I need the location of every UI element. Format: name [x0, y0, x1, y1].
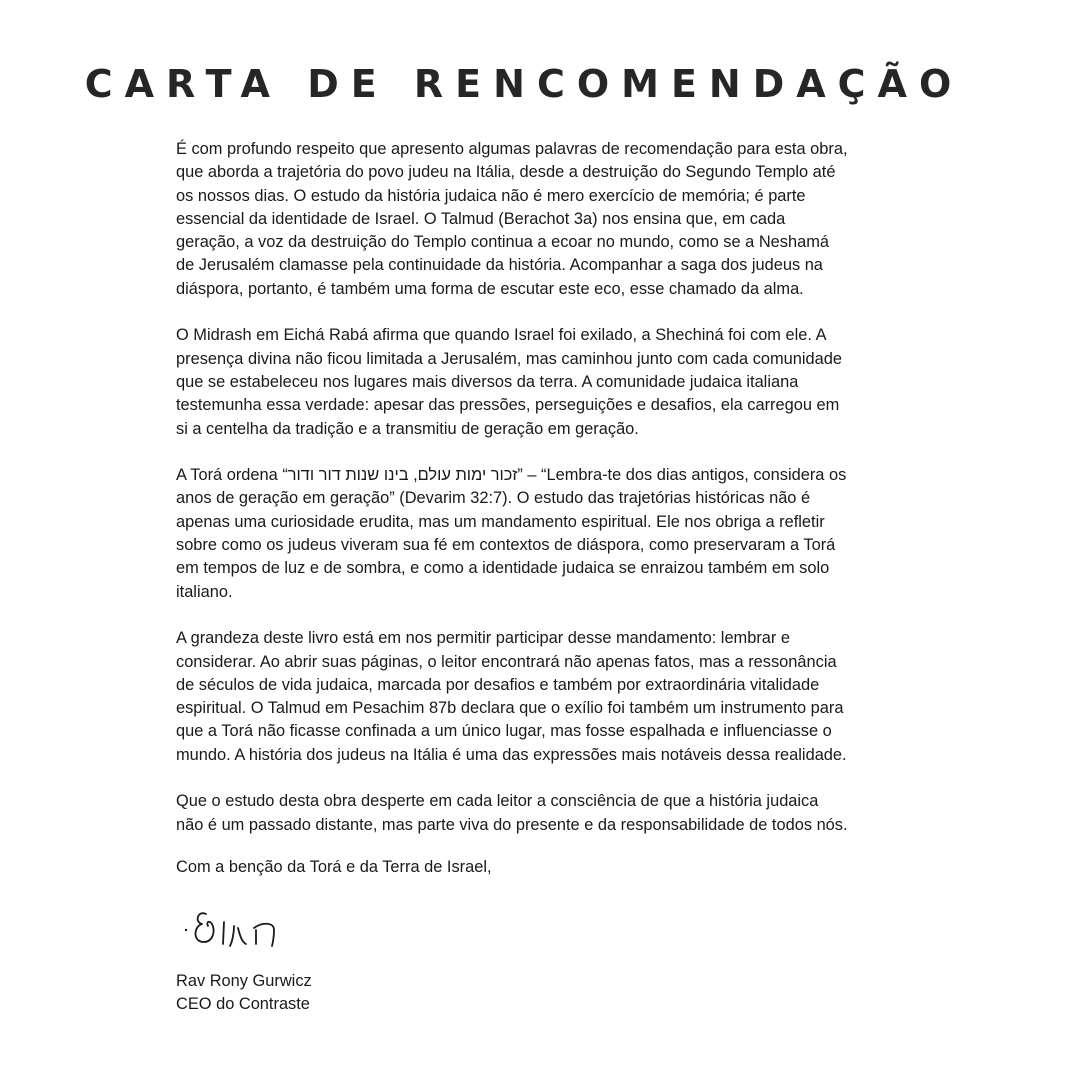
- paragraph-5: Que o estudo desta obra desperte em cada leitor a consciência de que a história judaica não é um passado distante, mas parte viva do presente e da responsabilidade de todos nós.: [176, 792, 848, 834]
- signer-name: Rav Rony Gurwicz: [176, 972, 312, 990]
- paragraph-4: A grandeza deste livro está em nos permitir participar desse mandamento: lembrar e considerar. Ao abrir suas páginas, o leitor encontrará não apenas fatos, mas a ressonância de séculos de vida judaica, marcada por desafios e também por extraordinária vitalidade espiritual. O Talmud em Pesachim 87b declara que o exílio foi também um instrumento para que a Torá não ficasse confinada a um único lugar, mas fosse espalhada e influenciasse o mundo. A história dos judeus na Itália é uma das expressões mais notáveis dessa realidade.: [176, 629, 847, 764]
- letter-body: [176, 138, 906, 860]
- closing-line: Com a benção da Torá e da Terra de Israel,: [176, 858, 492, 876]
- handwritten-signature-icon: [176, 902, 286, 958]
- signer-role: CEO do Contraste: [176, 995, 310, 1013]
- paragraph-1: É com profundo respeito que apresento algumas palavras de recomendação para esta obra, que aborda a trajetória do povo judeu na Itália, desde a destruição do Segundo Templo até os nossos dias. O estudo da história judaica não é mero exercício de memória; é parte essencial da identidade de Israel. O Talmud (Berachot 3a) nos ensina que, em cada geração, a voz da destruição do Templo continua a ecoar no mundo, como se a Neshamá de Jerusalém clamasse pela continuidade da história. Acompanhar a saga dos judeus na diáspora, portanto, é também uma forma de escutar este eco, esse chamado da alma.: [176, 140, 848, 298]
- paragraph-2: O Midrash em Eichá Rabá afirma que quando Israel foi exilado, a Shechiná foi com ele. A presença divina não ficou limitada a Jerusalém, mas caminhou junto com cada comunidade que se estabeleceu nos lugares mais diversos da terra. A comunidade judaica italiana testemunha essa verdade: apesar das pressões, perseguições e desafios, ela carregou em si a centelha da tradição e a transmitiu de geração em geração.: [176, 326, 843, 438]
- letter-title: CARTA DE RENCOMENDAÇÃO: [84, 62, 964, 106]
- paragraph-3: A Torá ordena “זכור ימות עולם, בינו שנות דור ודור” – “Lembra-te dos dias antigos, considera os anos de geração em geração” (Devarim 32:7). O estudo das trajetórias históricas não é apenas uma curiosidade erudita, mas um mandamento espiritual. Ele nos obriga a refletir sobre como os judeus viveram sua fé em contextos de diáspora, como preservaram a Torá em tempos de luz e de sombra, e como a identidade judaica se enraizou também em solo italiano.: [176, 466, 847, 601]
